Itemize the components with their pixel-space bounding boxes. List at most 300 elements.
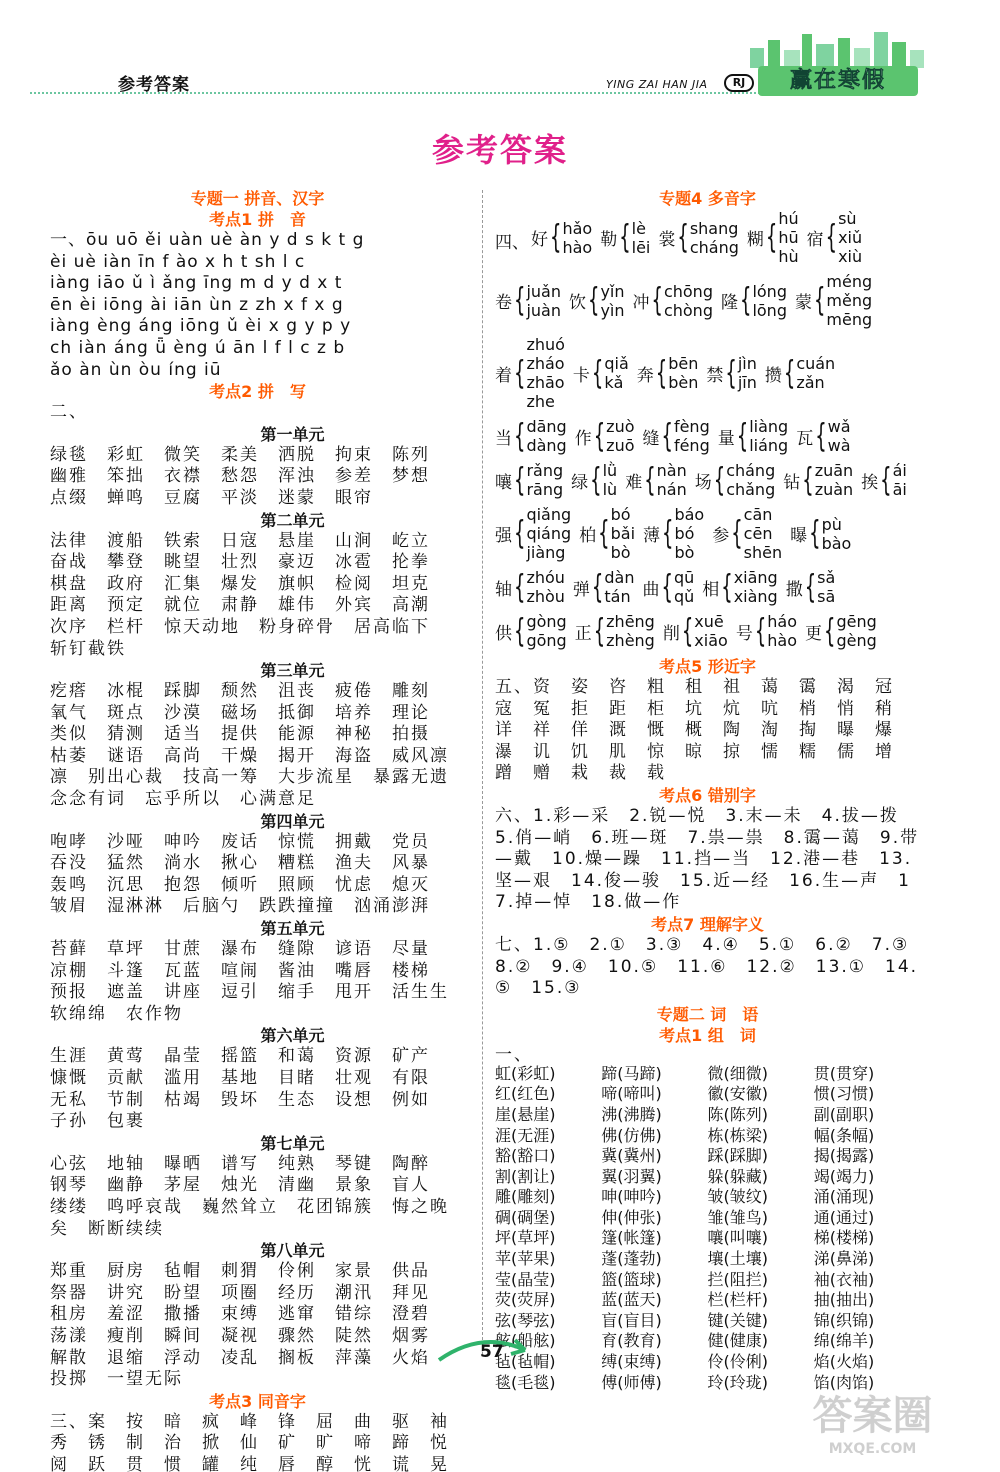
polyphone-char: 勒 (600, 230, 618, 250)
polyphone-entry (579, 505, 635, 562)
reading: bào (821, 533, 852, 553)
kp-text: 形近字 (707, 657, 756, 676)
left-column (50, 188, 468, 1472)
pinyin-line: iàng iāo ǔ ì ǎng īng m d y d x t (50, 273, 343, 294)
unit-heading: 第六单元 (260, 1026, 325, 1046)
word-group: 梯(楼梯) (813, 1228, 875, 1248)
brace-icon: { (661, 417, 673, 455)
polyphone-entry (573, 354, 629, 392)
polyphone-readings (526, 612, 566, 650)
reading: gēng (836, 612, 877, 631)
reading: hú (778, 209, 799, 228)
polyphone-readings (562, 219, 592, 257)
reading: shang (689, 218, 739, 238)
polyphone-readings (606, 417, 634, 455)
polyphone-char: 供 (495, 623, 512, 644)
polyphone-char: 更 (805, 623, 822, 644)
reading: dàn (604, 568, 635, 587)
polyphone-readings (611, 505, 635, 562)
polyphone-readings (734, 568, 778, 606)
polyphone-readings (674, 568, 694, 606)
reading: jiàng (526, 543, 566, 562)
reading: nàn (656, 461, 687, 480)
reading: cuán (796, 354, 836, 373)
brace-icon: { (514, 612, 526, 650)
word-group: 键(关键) (707, 1310, 768, 1330)
reading: zuō (606, 436, 635, 455)
polyphone-readings (664, 282, 713, 320)
kp-text: 同音字 (257, 1391, 306, 1411)
kp-number: 考点5 (659, 657, 703, 676)
polyphone-readings (526, 417, 566, 455)
reading: jìn (737, 354, 757, 373)
polyphone-char: 参 (712, 526, 730, 546)
polyphone-entry (495, 417, 567, 455)
kp-number: 考点6 (659, 785, 703, 805)
polyphone-char: 钻 (783, 472, 801, 493)
reading: liáng (749, 436, 789, 455)
polyphone-char: 好 (531, 230, 548, 250)
page-number: 57 (480, 1342, 504, 1362)
word-group: 沸(沸腾) (601, 1104, 662, 1124)
polyphone-readings (893, 461, 907, 499)
polyphone-readings (738, 354, 757, 392)
polyphone-readings (526, 505, 571, 562)
polyphone-char: 正 (574, 623, 592, 644)
word-group: 副(副职) (813, 1104, 875, 1124)
reading: zuàn (814, 480, 854, 499)
word-group: 壤(土壤) (707, 1249, 768, 1269)
reading: hū (778, 228, 799, 247)
polyphone-readings (526, 461, 563, 499)
watermark-url: MXQE.COM (828, 1441, 917, 1457)
polyphone-entry (643, 505, 704, 562)
brace-icon: { (514, 281, 526, 320)
unit-words: 疙瘩 冰棍 踩脚 颓然 沮丧 疲倦 雕刻 氧气 斑点 沙漠 磁场 抵御 培养 理论 类似 猜测 适当 提供 能源 神秘 拍摄 枯萎 谜语 高尚 干燥 揭开 海盗 威风凛凛 别出心裁 技高一筹 大步流星 暴露无遗 念念有词 忘乎所以 心满意足 (50, 681, 468, 810)
brace-icon: { (514, 514, 526, 553)
reading: zhēng (606, 612, 655, 631)
reading: měng (826, 291, 873, 310)
brace-icon: { (880, 461, 892, 499)
reading: hào (562, 237, 593, 257)
reading: bò (610, 543, 631, 562)
polyphone-readings (694, 612, 728, 650)
header-pinyin: YING ZAI HAN JIA (606, 78, 708, 91)
brace-icon: { (736, 417, 749, 455)
brace-icon: { (514, 354, 526, 392)
polyphone-entry (718, 417, 788, 455)
kp-number: 考点1 (209, 210, 253, 229)
pinyin-line: ēn èi iōng ài iān ùn z zh x f x g (50, 294, 344, 315)
word-group: 荧(荧屏) (495, 1290, 556, 1310)
reading: juǎn (526, 281, 561, 301)
reading: bó (674, 524, 695, 543)
pinyin-line: ǎo àn ùn òu íng iū (50, 359, 222, 380)
reading: xiǔ (838, 228, 863, 247)
kp-text: 拼 音 (257, 210, 306, 229)
reading: nán (656, 480, 687, 499)
pinyin-line: iàng èng áng iōng ǔ èi x g y p y (50, 316, 352, 337)
similar-char-answers: 五、资 姿 咨 粗 租 祖 蔼 霭 渴 冠 寇 冤 拒 距 柜 坑 炕 吭 梢 悄 稍 详 祥 佯 溉 慨 概 陶 淘 掏 曝 爆 瀑 讥 饥 肌 惊 晾 掠 懦 糯 儒 增 蹭 赠 栽 裁 载 (495, 677, 913, 784)
reading: rāng (526, 480, 564, 499)
reading: xiāo (694, 631, 728, 650)
polyphone-entry (786, 568, 836, 606)
polyphone-entry (495, 282, 561, 320)
polyphone-char: 绿 (571, 472, 589, 493)
column-divider (482, 190, 483, 1355)
unit-words: 咆哮 沙哑 呻吟 废话 惊慌 拥戴 党员 吞没 猛然 淌水 揪心 糟糕 渔夫 风暴 轰鸣 沉思 抱怨 倾听 照顾 忧虑 熄灭 皱眉 湿淋淋 后脑勺 跌跌撞撞 汹涌澎湃 (50, 831, 449, 917)
reading: tán (604, 587, 631, 606)
header-divider (30, 92, 820, 94)
polyphone-readings (817, 568, 835, 606)
edition-badge: RJ (724, 74, 754, 92)
right-column (495, 188, 929, 1393)
word-group: 虹(彩虹) (495, 1063, 556, 1083)
reading: dāng (526, 417, 567, 436)
word-group: 佛(仿佛) (601, 1125, 662, 1145)
polyphone-readings (657, 461, 687, 499)
reading: chōng (663, 281, 713, 301)
word-group: 栋(栋梁) (707, 1125, 768, 1145)
polyphone-entry (600, 219, 650, 257)
brace-icon: { (754, 612, 767, 650)
word-group: 蓬(蓬勃) (601, 1249, 662, 1269)
word-group: 幅(条幅) (813, 1125, 875, 1145)
typo-answers: 六、1.彩—采 2.锐—悦 3.末—未 4.拔—拨 5.俏—峭 6.班—斑 7.祟—祟 8.霭—蔼 9.带—戴 10.燥—躁 11.挡—当 12.港—巷 13.坚—艰 14.俊—骏 15.近—经 16.生—声 17.掉—悼 18.做—作 (495, 805, 920, 913)
reading: pù (821, 514, 842, 534)
reading: zhe (526, 392, 555, 411)
polyphone-char: 曝 (790, 526, 808, 546)
brace-icon: { (591, 354, 604, 392)
polyphone-readings (668, 354, 698, 392)
polyphone-char: 禁 (706, 365, 724, 386)
polyphone-char: 着 (495, 365, 512, 386)
reading: kǎ (604, 373, 624, 392)
word-group: 育(教育) (601, 1331, 662, 1351)
reading: mēng (826, 310, 873, 329)
word-group: 涯(无涯) (495, 1125, 556, 1145)
reading: zhuó (526, 335, 565, 354)
reading: lóng (752, 281, 787, 301)
reading: lǜ (602, 461, 618, 480)
polyphone-entry (706, 354, 756, 392)
reading: zhòu (526, 587, 565, 606)
reading: juàn (526, 300, 561, 320)
kp-heading (495, 914, 920, 935)
polyphone-entry (663, 612, 728, 650)
reading: xiàng (733, 587, 778, 606)
polyphone-char: 强 (495, 526, 512, 546)
word-group: 惯(习惯) (813, 1084, 875, 1104)
unit-words: 郑重 厨房 毡帽 刺猬 伶俐 家景 供品 祭器 讲究 盼望 项圈 经历 潮汛 拜见 租房 羞涩 撒播 束缚 逃窜 错综 澄碧 荡漾 瘦削 瞬间 凝视 骤然 陡然 烟雾 解散 退缩 浮动 凌乱 搁板 萍藻 火焰 投掷 一望无际 (50, 1261, 449, 1390)
word-group: 通(通过) (813, 1207, 875, 1227)
word-group: 篮(篮球) (601, 1269, 662, 1289)
polyphone-entry (569, 282, 625, 320)
topic-number: 专题4 (659, 189, 703, 208)
word-group: 锦(织锦) (813, 1310, 875, 1330)
polyphone-readings (749, 417, 788, 455)
word-group: 绵(绵羊) (813, 1331, 875, 1351)
polyphone-char: 削 (662, 623, 680, 644)
word-group: 雕(雕刻) (495, 1187, 556, 1207)
brace-icon: { (514, 461, 526, 499)
section-intro: 一、 (495, 1044, 533, 1065)
reading: zhèng (606, 631, 655, 650)
reading: jīn (737, 373, 757, 392)
reading: cān (743, 505, 773, 524)
polyphone-readings (828, 417, 851, 455)
unit-heading: 第五单元 (260, 919, 325, 939)
polyphone-char: 相 (702, 579, 720, 600)
polyphone-readings (826, 272, 872, 329)
reading: hào (767, 631, 797, 650)
polyphone-char: 当 (495, 428, 512, 449)
polyphone-readings (744, 505, 782, 562)
polyphone-readings (603, 461, 618, 499)
word-group: 毡(毡帽) (495, 1352, 556, 1372)
reading: gèng (836, 631, 877, 650)
reading: chǎng (726, 480, 776, 499)
brace-icon: { (824, 612, 836, 650)
word-group: 蓝(蓝天) (601, 1290, 662, 1310)
kp-heading (495, 656, 920, 677)
brace-icon: { (804, 568, 817, 606)
polyphone-entry (805, 612, 877, 650)
word-group: 碉(碉堡) (495, 1207, 556, 1227)
kp-number: 考点1 (659, 1025, 703, 1045)
word-group: 焰(火焰) (813, 1352, 875, 1372)
reading: ái (892, 461, 907, 480)
polyphone-entry (495, 568, 565, 606)
watermark-text: 答案圈 (812, 1393, 933, 1439)
word-group: 红(红色) (495, 1084, 556, 1104)
unit-heading: 第二单元 (260, 510, 325, 530)
reading: qū (673, 568, 695, 587)
word-group: 啼(啼叫) (601, 1084, 662, 1104)
word-group: 呻(呻吟) (601, 1187, 662, 1207)
word-group: 毯(毛毯) (495, 1372, 556, 1392)
polyphone-entry (571, 461, 617, 499)
word-group: 涕(鼻涕) (813, 1249, 875, 1269)
reading: wà (827, 436, 851, 455)
reading: yìn (600, 300, 625, 320)
brace-icon: { (587, 281, 600, 320)
polyphone-char: 蒙 (794, 293, 812, 313)
polyphone-char: 号 (735, 623, 753, 644)
polyphone-char: 宿 (806, 230, 824, 250)
kp-text: 错别字 (707, 785, 756, 805)
kp-number: 考点2 (209, 382, 253, 402)
reading: háo (767, 612, 797, 631)
brace-icon: { (813, 281, 826, 320)
reading: zuò (606, 417, 635, 436)
polyphone-char: 薄 (643, 526, 661, 546)
brace-icon: { (591, 568, 604, 606)
polyphone-char: 撒 (785, 579, 803, 600)
polyphone-readings (674, 505, 704, 562)
reading: cháng (689, 237, 739, 257)
polyphone-entry (575, 417, 635, 455)
reading: xuē (694, 612, 724, 631)
homophone-answers: 三、案 按 暗 疯 峰 锋 屈 曲 驱 袖 秀 锈 制 治 掀 仙 矿 旷 啼 蹄 悦 阅 跃 贯 惯 罐 纯 唇 醇 恍 谎 晃 (50, 1411, 468, 1472)
reading: lōng (752, 300, 787, 320)
polyphone-char: 糊 (746, 230, 764, 250)
word-group: 割(割让) (495, 1166, 556, 1186)
reading: lè (631, 218, 646, 238)
reading: lēi (631, 237, 651, 257)
word-group: 莹(晶莹) (495, 1269, 556, 1289)
polyphone-entry (642, 568, 694, 606)
word-group: 雏(雏鸟) (707, 1207, 768, 1227)
word-group: 崖(悬崖) (495, 1104, 556, 1124)
kp-number: 考点3 (209, 1391, 253, 1411)
unit-heading: 第四单元 (260, 811, 325, 831)
polyphone-entry (625, 461, 687, 499)
polyphone-char: 曲 (642, 579, 660, 600)
polyphone-entry (695, 461, 776, 499)
reading: zhāo (526, 373, 565, 392)
kp-number: 考点7 (651, 914, 695, 934)
word-group: 拦(阻拦) (707, 1269, 768, 1289)
reading: qiǎng (526, 505, 572, 524)
topic-number: 专题一 (190, 189, 239, 208)
polyphone-readings (526, 282, 561, 320)
reading: cēn (743, 524, 773, 543)
unit-heading: 第一单元 (260, 424, 325, 444)
meaning-answers: 七、1.⑤ 2.① 3.③ 4.④ 5.① 6.② 7.③ 8.② 9.④ 10.⑤ 11.⑥ 12.② 13.① 14.⑤ 15.③ (495, 934, 929, 999)
polyphone-entry (575, 612, 655, 650)
word-group: 蹄(马蹄) (601, 1063, 662, 1083)
brace-icon: { (802, 461, 814, 499)
polyphone-entry (790, 515, 851, 553)
reading: bó (610, 505, 631, 524)
brace-icon: { (514, 417, 526, 455)
polyphone-entry (736, 612, 797, 650)
brace-icon: { (655, 354, 668, 392)
word-group: 篷(帐篷) (601, 1228, 662, 1248)
polyphone-readings (778, 209, 798, 266)
city-skyline-icon (740, 28, 930, 68)
pinyin-line: 一、ōu uō ěi uàn uè àn y d s k t g (50, 230, 365, 250)
reading: lù (602, 480, 618, 499)
unit-words: 法律 渡船 铁索 日寇 悬崖 山涧 屹立 奋战 攀登 眺望 壮烈 豪迈 冰雹 抡拳 棋盘 政府 汇集 爆发 旗帜 检阅 坦克 距离 预定 就位 肃静 雄伟 外宾 高潮 次序 栏杆 惊天动地 粉身碎骨 居高临下 斩钉截铁 (50, 530, 449, 659)
polyphone-entry (633, 282, 713, 320)
polyphone-readings (767, 612, 797, 650)
reading: xiāng (733, 568, 778, 587)
polyphone-char: 饮 (568, 293, 586, 313)
reading: báo (674, 505, 705, 524)
reading: rǎng (526, 461, 564, 480)
word-group: 陈(陈列) (707, 1104, 768, 1124)
polyphone-entry (712, 505, 782, 562)
word-group: 缚(束缚) (601, 1352, 662, 1372)
polyphone-grid (495, 209, 920, 656)
reading: bò (674, 543, 695, 562)
kp-text: 拼 写 (257, 382, 306, 402)
brace-icon: { (593, 417, 606, 455)
word-group: 翼(羽翼) (601, 1166, 662, 1186)
word-group: 豁(豁口) (495, 1146, 556, 1166)
reading: dàng (526, 436, 567, 455)
word-group: 抽(抽出) (813, 1290, 875, 1310)
polyphone-entry (495, 505, 571, 562)
brace-icon: { (590, 461, 602, 499)
word-group: 玲(玲珑) (707, 1372, 768, 1392)
polyphone-char: 缝 (642, 428, 660, 449)
polyphone-entry (495, 335, 565, 411)
reading: zháo (526, 354, 565, 373)
reading: sā (817, 587, 836, 606)
topic-text: 多音字 (707, 189, 756, 208)
brace-icon: { (681, 612, 694, 650)
polyphone-readings (604, 354, 628, 392)
word-group: 冀(冀州) (601, 1146, 662, 1166)
reading: xiù (838, 247, 863, 266)
unit-words: 心弦 地轴 曝晒 谱写 纯熟 琴键 陶醉 钢琴 幽静 茅屋 烛光 清幽 景象 盲人 缕缕 鸣呼哀哉 巍然耸立 花团锦簇 悔之晚矣 断断续续 (50, 1153, 449, 1239)
brace-icon: { (661, 568, 673, 606)
word-group: 弦(琴弦) (495, 1310, 556, 1330)
reading: āi (892, 480, 907, 499)
brace-icon: { (765, 218, 778, 257)
brace-icon: { (731, 514, 743, 553)
word-group: 徽(安徽) (707, 1084, 768, 1104)
unit-words: 绿毯 彩虹 微笑 柔美 洒脱 拘束 陈列 幽雅 笨拙 衣襟 愁怨 浑浊 参差 梦想 点缀 蝉鸣 豆腐 平淡 迷蒙 眼帘 (50, 444, 449, 508)
polyphone-entry (721, 282, 787, 320)
polyphone-entry (765, 354, 835, 392)
polyphone-readings (604, 568, 634, 606)
polyphone-readings (526, 568, 564, 606)
polyphone-entry (807, 209, 863, 266)
polyphone-readings (600, 282, 624, 320)
reading: chòng (663, 300, 713, 320)
brace-icon: { (514, 568, 526, 606)
word-group-grid (495, 1064, 920, 1394)
word-group: 竭(竭力) (813, 1166, 875, 1186)
polyphone-readings (690, 219, 739, 257)
polyphone-readings (632, 219, 651, 257)
polyphone-readings (752, 282, 787, 320)
brace-icon: { (809, 514, 821, 553)
polyphone-char: 难 (625, 472, 643, 493)
brace-icon: { (815, 417, 827, 455)
polyphone-readings (836, 612, 876, 650)
brace-icon: { (825, 218, 838, 257)
polyphone-entry (495, 612, 567, 650)
reading: hù (778, 247, 799, 266)
pinyin-line: ch iàn áng ǖ èng ú ān l f l c z b (50, 337, 346, 358)
word-group: 微(细微) (707, 1063, 768, 1083)
brace-icon: { (739, 281, 752, 320)
reading: liàng (749, 417, 789, 436)
polyphone-entry (643, 417, 710, 455)
brace-icon: { (550, 218, 562, 257)
brace-icon: { (644, 461, 656, 499)
reading: féng (673, 436, 710, 455)
word-group: 皱(皱纹) (707, 1187, 768, 1207)
polyphone-readings (815, 461, 853, 499)
reading: bēn (668, 354, 699, 373)
word-group: 嚷(叫嚷) (707, 1228, 768, 1248)
reading: qiáng (526, 524, 572, 543)
section-intro: 二、 (50, 402, 88, 423)
polyphone-char: 弹 (572, 579, 590, 600)
reading: zuān (814, 461, 854, 480)
word-group: 傅(师傅) (601, 1372, 662, 1392)
polyphone-readings (526, 335, 564, 411)
topic-number: 专题二 (656, 1004, 705, 1024)
polyphone-char: 冲 (632, 293, 650, 313)
brace-icon: { (651, 281, 663, 320)
